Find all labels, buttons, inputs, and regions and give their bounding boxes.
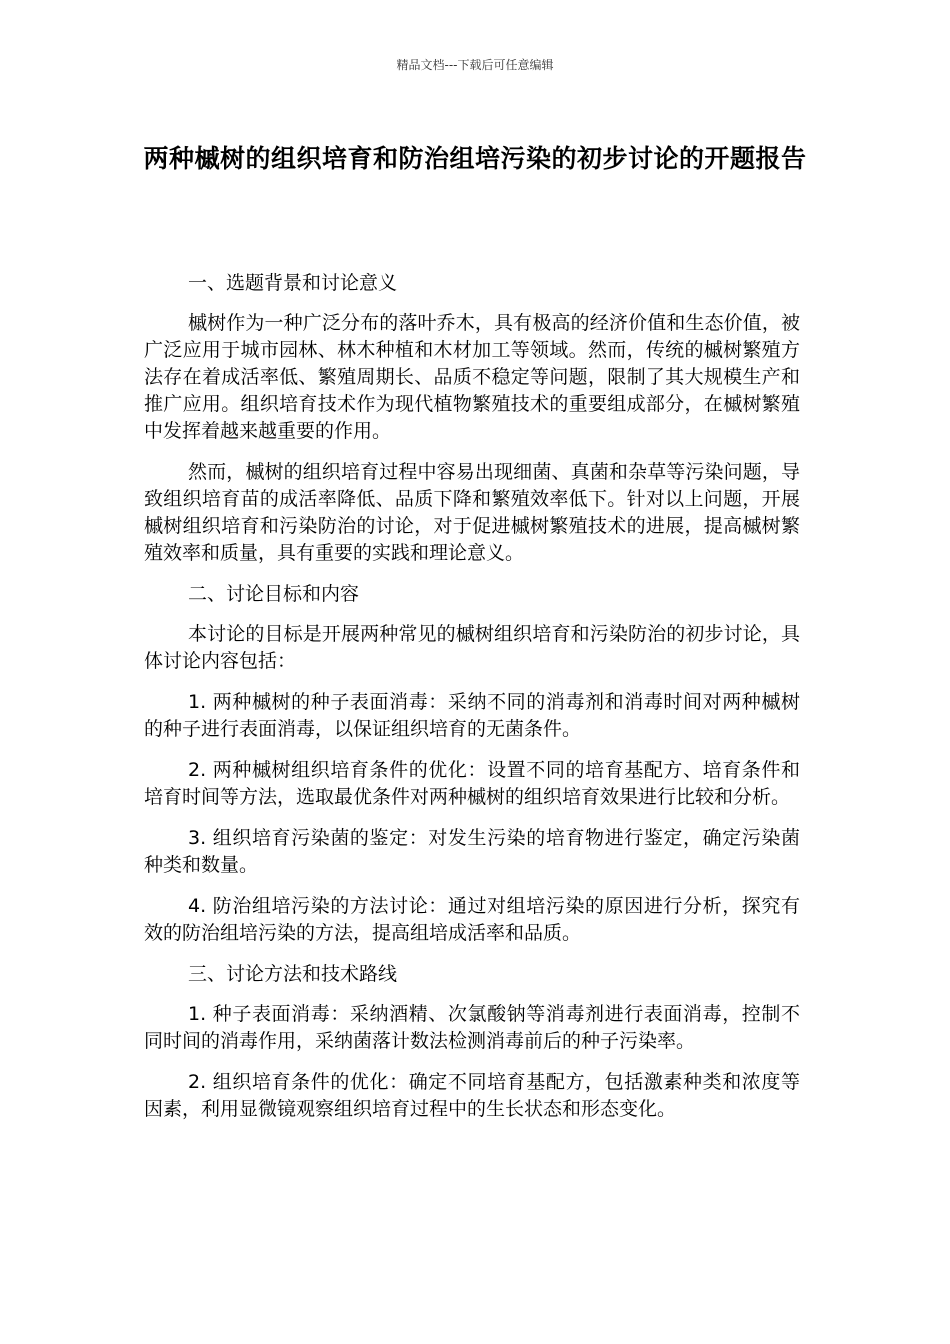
- paragraph-background-2: 然而，槭树的组织培育过程中容易出现细菌、真菌和杂草等污染问题，导致组织培育苗的成活率降低、品质下降和繁殖效率低下。针对以上问题，开展槭树组织培育和污染防治的讨论，对于促进槭树繁殖技术的进展，提高槭树繁殖效率和质量，具有重要的实践和理论意义。: [144, 461, 800, 564]
- header-note: 精品文档---下载后可任意编辑: [396, 58, 554, 72]
- list-item-goal-3: 3. 组织培育污染菌的鉴定：对发生污染的培育物进行鉴定，确定污染菌种类和数量。: [144, 827, 800, 876]
- list-item-goal-2: 2. 两种槭树组织培育条件的优化：设置不同的培育基配方、培育条件和培育时间等方法，选取最优条件对两种槭树的组织培育效果进行比较和分析。: [144, 759, 800, 808]
- document-title: 两种槭树的组织培育和防治组培污染的初步讨论的开题报告: [143, 144, 807, 173]
- section-heading-background: 一、选题背景和讨论意义: [188, 272, 398, 294]
- section-heading-methods: 三、讨论方法和技术路线: [188, 963, 398, 985]
- document-body: [144, 270, 800, 1137]
- list-item-method-2: 2. 组织培育条件的优化：确定不同培育基配方，包括激素种类和浓度等因素，利用显微镜观察组织培育过程中的生长状态和形态变化。: [144, 1071, 800, 1120]
- list-item-goal-4: 4. 防治组培污染的方法讨论：通过对组培污染的原因进行分析，探究有效的防治组培污染的方法，提高组培成活率和品质。: [144, 895, 800, 944]
- list-item-method-1: 1. 种子表面消毒：采纳酒精、次氯酸钠等消毒剂进行表面消毒，控制不同时间的消毒作用，采纳菌落计数法检测消毒前后的种子污染率。: [144, 1003, 800, 1052]
- paragraph-background-1: 槭树作为一种广泛分布的落叶乔木，具有极高的经济价值和生态价值，被广泛应用于城市园林、林木种植和木材加工等领域。然而，传统的槭树繁殖方法存在着成活率低、繁殖周期长、品质不稳定等问题，限制了其大规模生产和推广应用。组织培育技术作为现代植物繁殖技术的重要组成部分，在槭树繁殖中发挥着越来越重要的作用。: [144, 312, 800, 442]
- list-item-goal-1: 1. 两种槭树的种子表面消毒：采纳不同的消毒剂和消毒时间对两种槭树的种子进行表面消毒，以保证组织培育的无菌条件。: [144, 691, 800, 740]
- section-heading-goals: 二、讨论目标和内容: [188, 583, 360, 605]
- paragraph-goals-intro: 本讨论的目标是开展两种常见的槭树组织培育和污染防治的初步讨论，具体讨论内容包括：: [144, 623, 800, 672]
